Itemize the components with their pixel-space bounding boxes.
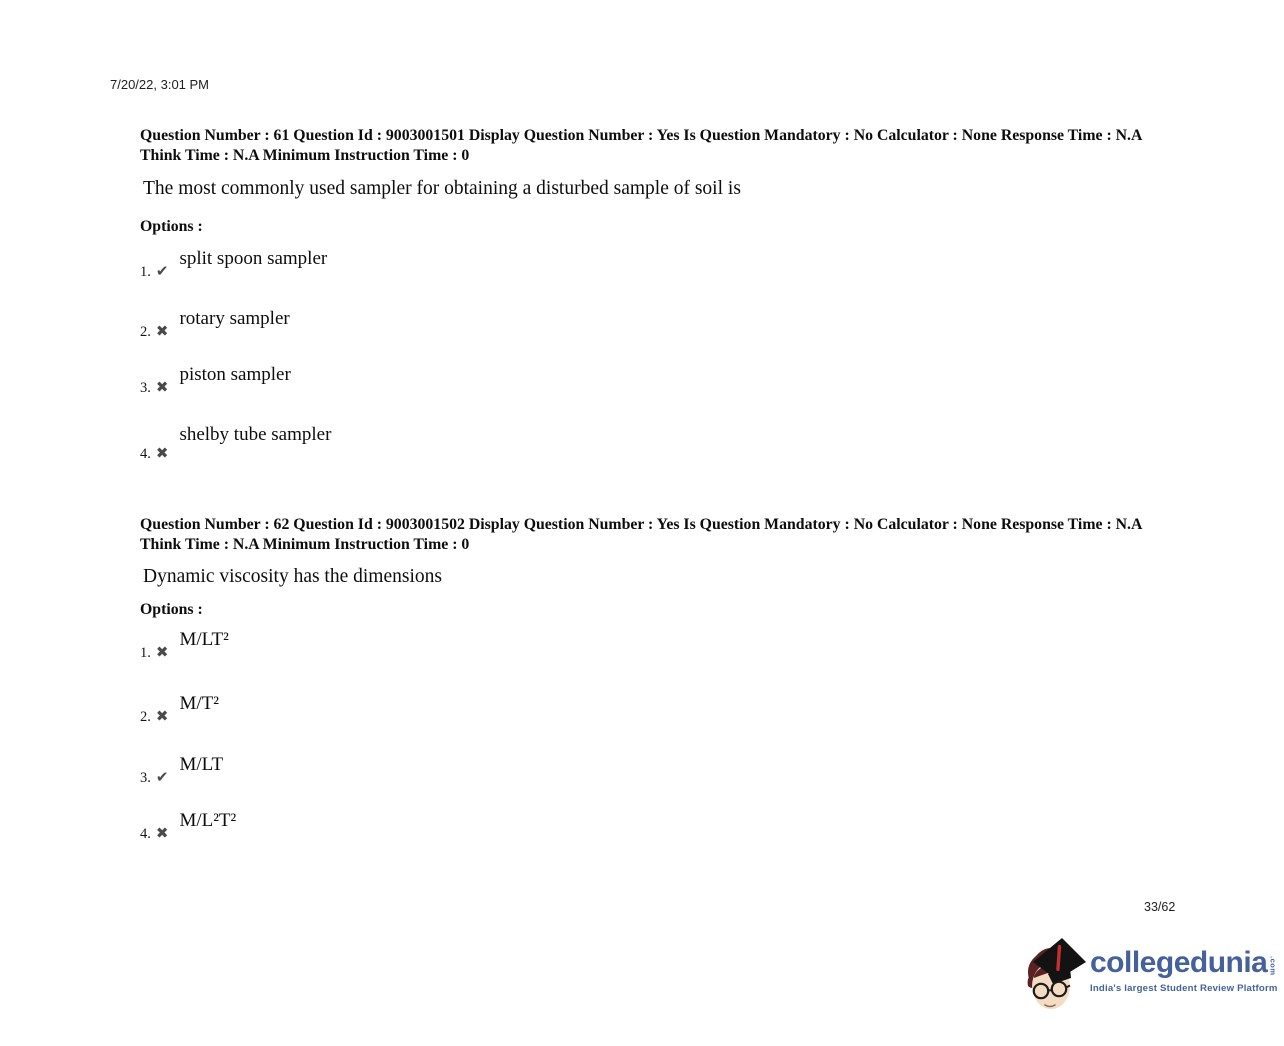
question-62-options-label: Options : <box>140 601 203 618</box>
cross-icon: ✖ <box>155 322 169 340</box>
option-number: 3. <box>140 770 151 786</box>
option-label: split spoon sampler <box>179 248 328 269</box>
question-62-option-2 <box>140 693 219 727</box>
logo-tagline: India's largest Student Review Platform <box>1090 983 1278 994</box>
question-61-options-label: Options : <box>140 218 203 235</box>
option-number: 3. <box>140 380 151 396</box>
question-62-option-3 <box>140 754 224 788</box>
cross-icon: ✖ <box>155 824 169 842</box>
option-number: 4. <box>140 446 151 462</box>
cross-icon: ✖ <box>155 378 169 396</box>
option-label: M/L²T² <box>179 810 237 831</box>
cross-icon: ✖ <box>155 643 169 661</box>
cross-icon: ✖ <box>155 707 169 725</box>
question-61-option-1 <box>140 248 328 282</box>
question-61-option-4 <box>140 424 332 464</box>
cross-icon: ✖ <box>155 444 169 462</box>
option-label: M/T² <box>179 693 219 714</box>
option-number: 4. <box>140 826 151 842</box>
check-icon: ✔ <box>155 768 169 786</box>
question-61-option-2 <box>140 308 290 342</box>
logo-domain-suffix: .com <box>1268 956 1278 976</box>
question-61-header: Question Number : 61 Question Id : 9003001501 Display Question Number : Yes Is Question Mandatory : No Calculator : None Response Time : N.A Think Time : N.A Minimum Instruction Time : 0 <box>140 127 1142 164</box>
collegedunia-logo <box>1026 936 1278 1012</box>
option-number: 1. <box>140 645 151 661</box>
check-icon: ✔ <box>155 262 169 280</box>
question-61-option-3 <box>140 364 291 398</box>
mascot-graduate-icon <box>1026 936 1088 1012</box>
question-62-text: Dynamic viscosity has the dimensions <box>143 566 442 587</box>
option-label: shelby tube sampler <box>179 424 332 445</box>
option-label: M/LT² <box>179 629 229 650</box>
option-number: 1. <box>140 264 151 280</box>
option-label: M/LT <box>179 754 224 775</box>
page-number: 33/62 <box>1144 900 1176 914</box>
question-62-option-4 <box>140 810 237 844</box>
option-number: 2. <box>140 324 151 340</box>
logo-wordmark: collegedunia <box>1090 946 1268 979</box>
option-number: 2. <box>140 709 151 725</box>
option-label: piston sampler <box>179 364 291 385</box>
question-62-option-1 <box>140 629 229 663</box>
timestamp: 7/20/22, 3:01 PM <box>110 77 210 92</box>
question-61-text: The most commonly used sampler for obtaining a disturbed sample of soil is <box>143 178 741 199</box>
option-label: rotary sampler <box>179 308 290 329</box>
question-62-header: Question Number : 62 Question Id : 9003001502 Display Question Number : Yes Is Question Mandatory : No Calculator : None Response Time : N.A Think Time : N.A Minimum Instruction Time : 0 <box>140 516 1142 553</box>
